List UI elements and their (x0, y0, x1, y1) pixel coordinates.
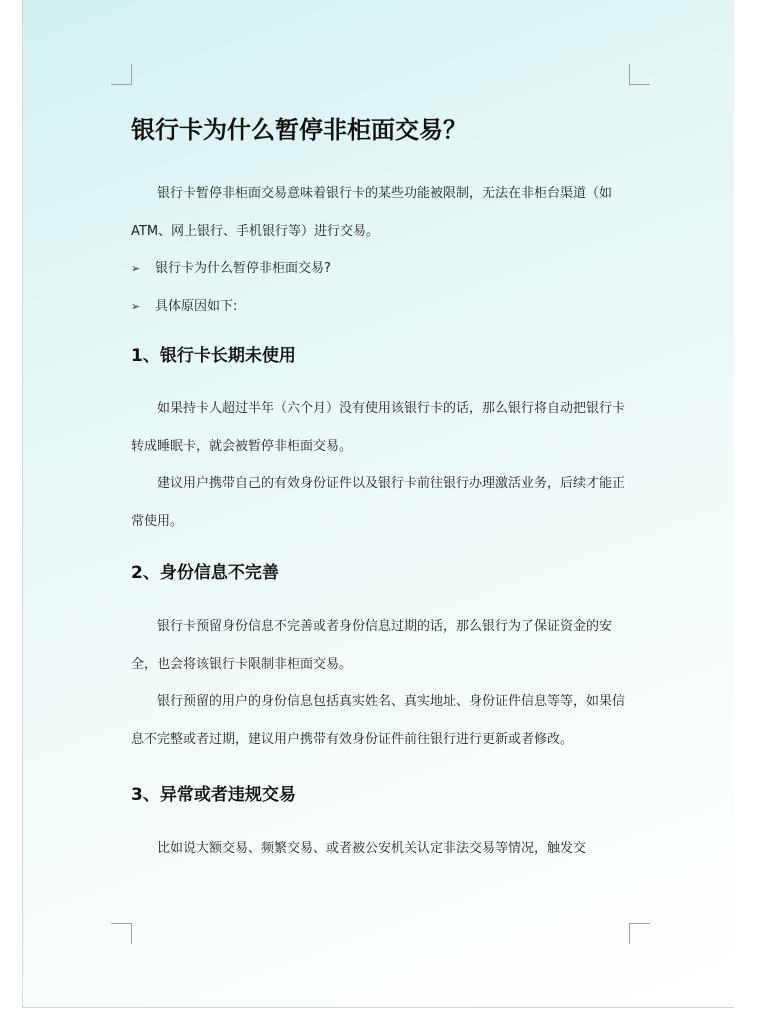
section-heading: 2、身份信息不完善 (131, 563, 279, 583)
document-page (22, 0, 734, 1008)
section-paragraph: 银行卡预留身份信息不完善或者身份信息过期的话，那么银行为了保证资金的安全，也会将该银行卡限制非柜面交易。 (131, 619, 613, 672)
section-paragraph: 建议用户携带自己的有效身份证件以及银行卡前往银行办理激活业务，后续才能正常使用。 (131, 476, 626, 529)
bullet-item (131, 250, 631, 288)
bullet-item (131, 288, 631, 326)
section-paragraph: 如果持卡人超过半年（六个月）没有使用该银行卡的话，那么银行将自动把银行卡转成睡眠卡，就会被暂停非柜面交易。 (131, 401, 626, 454)
arrow-bullet-icon: ➢ (131, 299, 141, 313)
section-paragraph: 银行预留的用户的身份信息包括真实姓名、真实地址、身份证件信息等等，如果信息不完整或者过期，建议用户携带有效身份证件前往银行进行更新或者修改。 (131, 694, 626, 747)
crop-mark-bottom-right (629, 923, 650, 944)
section-heading: 1、银行卡长期未使用 (131, 346, 296, 366)
crop-mark-top-right (629, 64, 650, 85)
crop-mark-bottom-left (111, 923, 132, 944)
bullet-text: 银行卡为什么暂停非柜面交易? (155, 261, 331, 276)
section-paragraph: 比如说大额交易、频繁交易、或者被公安机关认定非法交易等情况，触发交 (157, 841, 587, 856)
arrow-bullet-icon: ➢ (131, 262, 141, 275)
crop-mark-top-left (111, 64, 132, 85)
bullet-text: 具体原因如下: (155, 298, 238, 314)
section-heading: 3、异常或者违规交易 (131, 785, 296, 805)
document-body (131, 110, 631, 868)
document-title: 银行卡为什么暂停非柜面交易？ (131, 115, 467, 144)
intro-paragraph: 银行卡暂停非柜面交易意味着银行卡的某些功能被限制，无法在非柜台渠道（如 ATM、网上银行、手机银行等）进行交易。 (131, 186, 613, 239)
